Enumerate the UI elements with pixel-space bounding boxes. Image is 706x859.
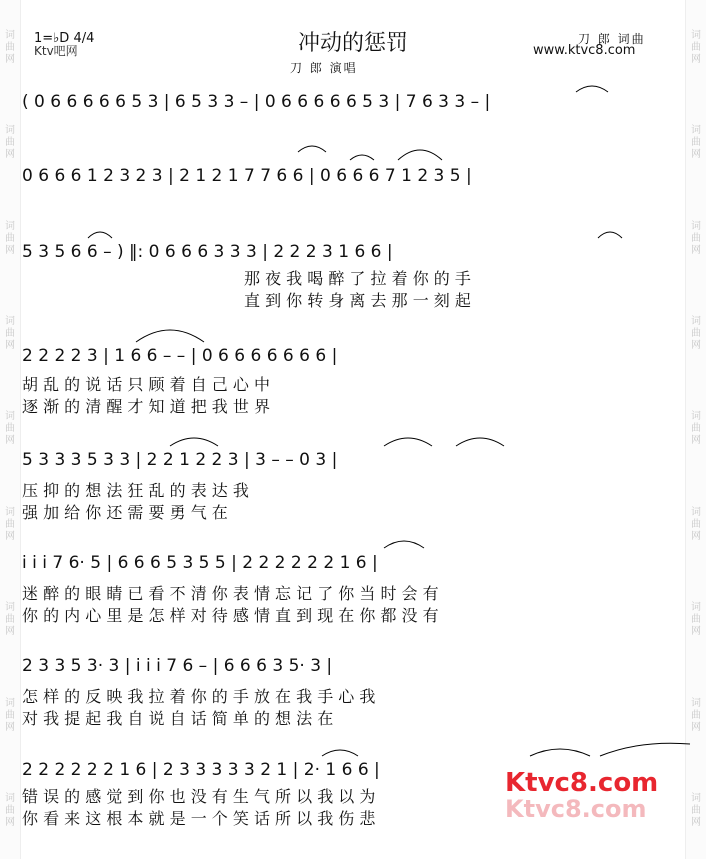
key-time-signature <box>34 33 94 57</box>
side-watermark-text: 词 曲 网 <box>5 793 15 829</box>
lyrics-verse-2: 你 看 来 这 根 本 就 是 一 个 笑 话 所 以 我 伤 悲 <box>22 809 376 828</box>
site-logo <box>505 768 660 828</box>
side-watermark-text: 词 曲 网 <box>691 602 701 638</box>
notation-line: ( 0 6 6 6 6 6 5 3 | 6 5 3 3 – | 0 6 6 6 6 6 5 3 | 7 6 3 3 – | <box>22 92 491 112</box>
song-title: 冲动的惩罚 <box>297 31 408 56</box>
lyrics-verse-1: 怎 样 的 反 映 我 拉 着 你 的 手 放 在 我 手 心 我 <box>22 687 376 706</box>
side-watermark-text: 词 曲 网 <box>5 411 15 447</box>
right-watermark-strip <box>685 0 706 859</box>
lyrics-verse-2: 逐 渐 的 清 醒 才 知 道 把 我 世 界 <box>22 397 270 416</box>
notation-line: 5 3 3 3 5 3 3 | 2 2 1 2 2 3 | 3 – – 0 3 | <box>22 450 338 470</box>
side-watermark-text: 词 曲 网 <box>691 411 701 447</box>
singer-credit: 刀 郎 演唱 <box>290 61 358 75</box>
lyrics-verse-1: 压 抑 的 想 法 狂 乱 的 表 达 我 <box>22 481 249 500</box>
lyrics-verse-2: 对 我 提 起 我 自 说 自 话 简 单 的 想 法 在 <box>22 709 334 728</box>
header-watermark: Ktv吧网 <box>34 44 78 58</box>
side-watermark-text: 词 曲 网 <box>691 125 701 161</box>
side-watermark-text: 词 曲 网 <box>5 316 15 352</box>
lyrics-verse-1: 胡 乱 的 说 话 只 顾 着 自 己 心 中 <box>22 375 270 394</box>
side-watermark-text: 词 曲 网 <box>691 316 701 352</box>
lyrics-verse-1: 错 误 的 感 觉 到 你 也 没 有 生 气 所 以 我 以 为 <box>22 787 376 806</box>
key-signature: 1=♭D 4/4 <box>34 31 95 46</box>
side-watermark-text: 词 曲 网 <box>691 220 701 256</box>
side-watermark-text: 词 曲 网 <box>691 29 701 65</box>
notation-line: i i i 7 6· 5 | 6 6 6 5 3 5 5 | 2 2 2 2 2 2 1 6 | <box>22 553 378 573</box>
lyrics-verse-1: 那 夜 我 喝 醉 了 拉 着 你 的 手 <box>244 269 471 288</box>
lyricist-composer-credit: 刀 郎 词曲 <box>578 32 646 46</box>
side-watermark-text: 词 曲 网 <box>5 29 15 65</box>
side-watermark-text: 词 曲 网 <box>5 125 15 161</box>
side-watermark-text: 词 曲 网 <box>691 506 701 542</box>
website-url: www.ktvc8.com <box>533 43 636 58</box>
notation-line: 5 3 5 6 6 – ) ‖: 0 6 6 6 3 3 3 | 2 2 2 3 1 6 6 | <box>22 242 393 262</box>
lyrics-verse-1: 迷 醉 的 眼 睛 已 看 不 清 你 表 情 忘 记 了 你 当 时 会 有 <box>22 584 439 603</box>
side-watermark-text: 词 曲 网 <box>5 506 15 542</box>
lyrics-verse-2: 强 加 给 你 还 需 要 勇 气 在 <box>22 503 228 522</box>
notation-line: 2 3 3 5 3· 3 | i i i 7 6 – | 6 6 6 3 5· 3 | <box>22 656 333 676</box>
logo-reflection: Ktvc8.com <box>505 795 647 823</box>
side-watermark-text: 词 曲 网 <box>5 220 15 256</box>
side-watermark-text: 词 曲 网 <box>691 793 701 829</box>
lyrics-verse-2: 你 的 内 心 里 是 怎 样 对 待 感 情 直 到 现 在 你 都 没 有 <box>22 606 439 625</box>
left-watermark-strip <box>0 0 21 859</box>
notation-line: 0 6 6 6 1 2 3 2 3 | 2 1 2 1 7 7 6 6 | 0 6 6 6 7 1 2 3 5 | <box>22 166 472 186</box>
notation-line: 2 2 2 2 3 | 1 6 6 – – | 0 6 6 6 6 6 6 6 | <box>22 346 338 366</box>
lyrics-verse-2: 直 到 你 转 身 离 去 那 一 刻 起 <box>244 291 471 310</box>
side-watermark-text: 词 曲 网 <box>691 697 701 733</box>
side-watermark-text: 词 曲 网 <box>5 697 15 733</box>
notation-line: 2 2 2 2 2 2 1 6 | 2 3 3 3 3 3 2 1 | 2· 1 6 6 | <box>22 760 380 780</box>
logo-text: Ktvc8.com <box>505 768 659 798</box>
side-watermark-text: 词 曲 网 <box>5 602 15 638</box>
